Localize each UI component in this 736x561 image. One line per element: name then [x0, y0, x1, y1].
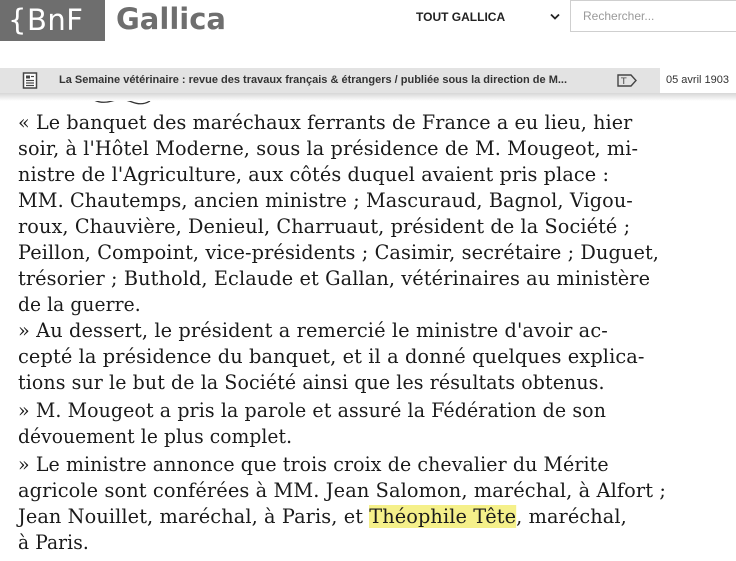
- scan-text-line: » Le ministre annonce que trois croix de chevalier du Mérite: [18, 453, 609, 476]
- scan-text-line: soir, à l'Hôtel Moderne, sous la présidence de M. Mougeot, mi-: [18, 137, 639, 160]
- scan-text-line: nistre de l'Agriculture, aux côtés duquel avaient pris place :: [18, 163, 610, 186]
- document-title[interactable]: La Semaine vétérinaire : revue des travaux français & étrangers / publiée sous la direction de M...: [59, 74, 568, 86]
- search-input[interactable]: [570, 0, 736, 32]
- search-highlight: Théophile Tête: [369, 505, 517, 528]
- scan-text-line: cepté la présidence du banquet, et il a donné quelques explica-: [18, 345, 645, 368]
- scan-text-line: trésorier ; Buthold, Eclaude et Gallan, vétérinaires au ministère: [18, 267, 651, 290]
- docbar-shadow: [0, 93, 736, 101]
- scan-text-line: roux, Chauvière, Denieul, Charruaut, président de la Société ;: [18, 215, 631, 238]
- scan-text-line: » Au dessert, le président a remercié le ministre d'avoir ac-: [18, 319, 608, 342]
- search-scope-dropdown[interactable]: [416, 6, 562, 28]
- scan-text-line: agricole sont conférées à MM. Jean Salomon, maréchal, à Alfort ;: [18, 479, 666, 502]
- bnf-logo[interactable]: {BnF: [0, 0, 105, 41]
- line-text: Jean Nouillet, maréchal, à Paris, et: [18, 505, 370, 528]
- search-scope-label: TOUT GALLICA: [416, 10, 506, 24]
- scan-text-line: à Paris.: [18, 531, 89, 554]
- scan-text-line: de la guerre.: [18, 293, 141, 316]
- document-icon[interactable]: [22, 72, 38, 89]
- svg-text:T: T: [621, 77, 627, 87]
- scan-text-line: « Le banquet des maréchaux ferrants de France a eu lieu, hier: [18, 111, 633, 134]
- scan-text-line: [18, 505, 730, 529]
- scan-text-line: » M. Mougeot a pris la parole et assuré la Fédération de son: [18, 399, 606, 422]
- previous-line-fragment: [92, 101, 152, 105]
- text-mode-icon[interactable]: [616, 73, 638, 88]
- scan-text-line: dévouement le plus complet.: [18, 425, 293, 448]
- scanned-page: [0, 101, 736, 561]
- scan-text-line: tions sur le but de la Société ainsi que les résultats obtenus.: [18, 371, 605, 394]
- scan-text-line: MM. Chautemps, ancien ministre ; Mascuraud, Bagnol, Vigou-: [18, 189, 633, 212]
- site-name[interactable]: Gallica: [116, 2, 226, 36]
- document-date: 05 avril 1903: [660, 68, 736, 93]
- site-header: [0, 0, 736, 68]
- line-text: , maréchal,: [516, 505, 627, 528]
- document-info-bar: [0, 68, 736, 93]
- scan-text-line: Peillon, Compoint, vice-présidents ; Casimir, secrétaire ; Duguet,: [18, 241, 660, 264]
- chevron-down-icon: [550, 13, 560, 21]
